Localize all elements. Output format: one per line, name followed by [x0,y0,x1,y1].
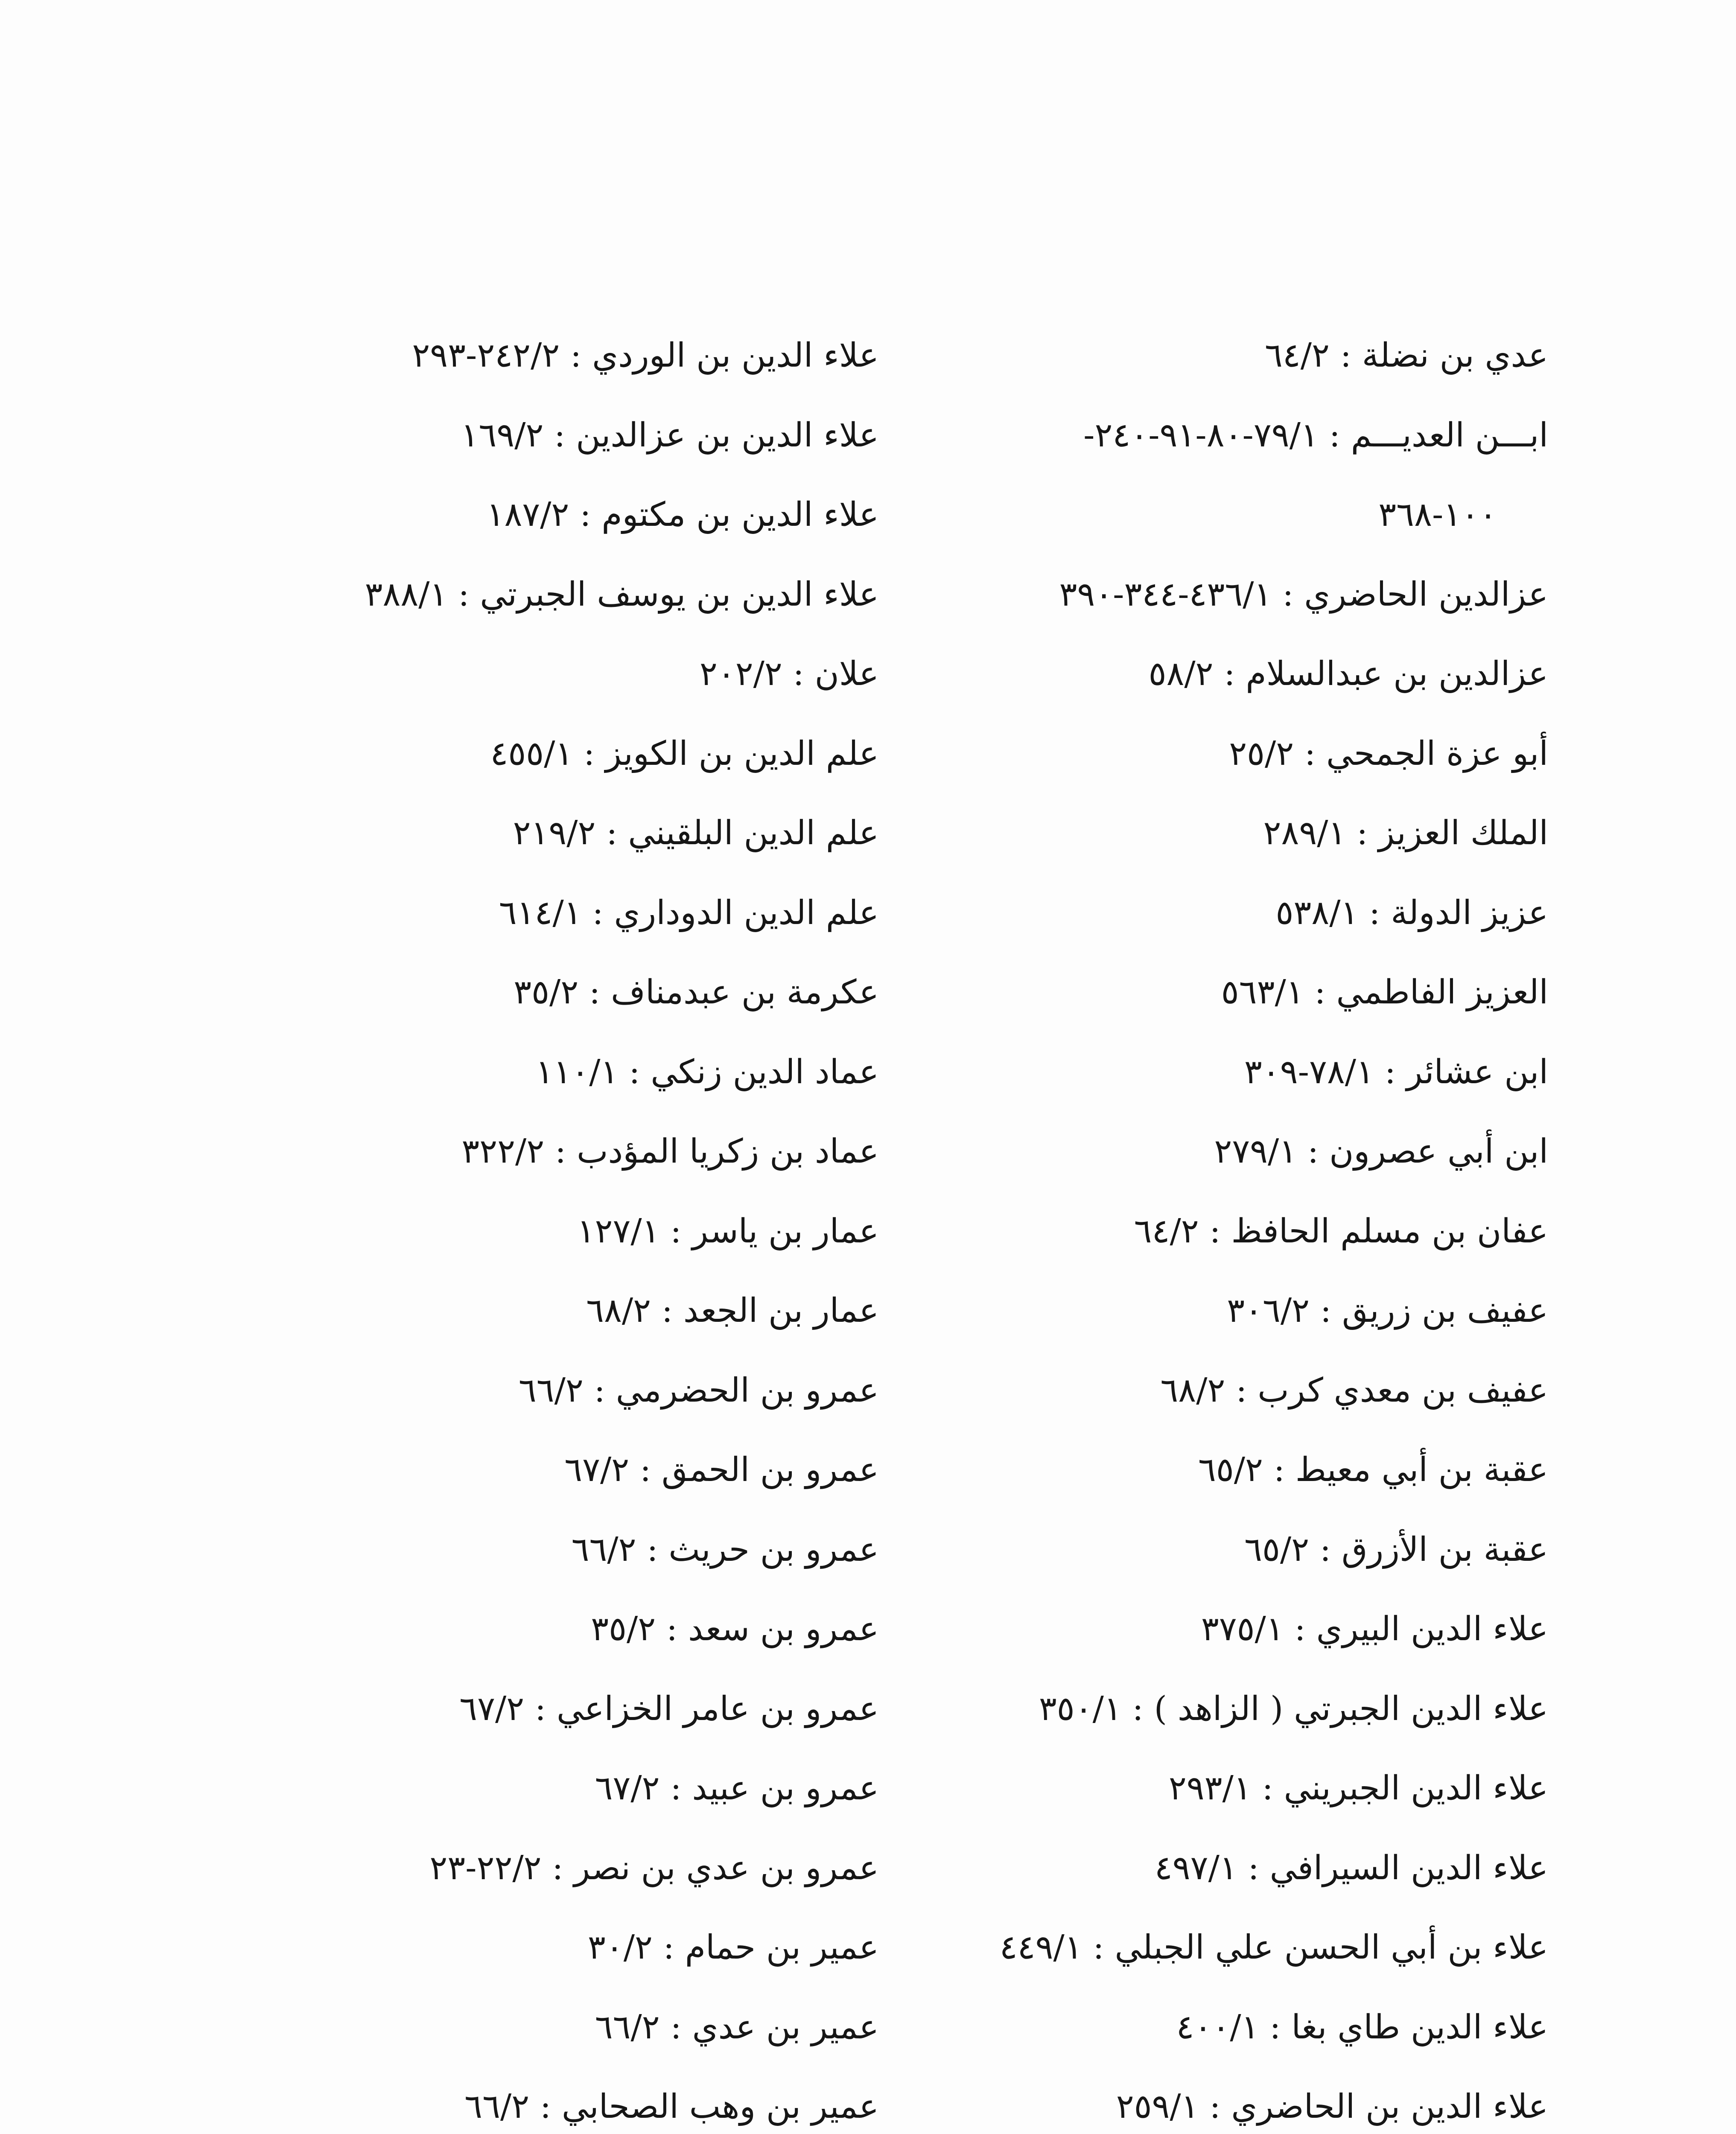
index-entry: عزيز الدولة : ٥٣٨/١ [1275,893,1548,932]
index-entry: أبو عزة الجمحي : ٢٥/٢ [1229,734,1548,773]
index-entry: عماد الدين زنكي : ١١٠/١ [535,1052,879,1091]
index-entry: عزالدين الحاضري : ٤٣٦/١-٣٤٤-٣٩٠ [1059,575,1548,614]
index-entry: عفيف بن معدي كرب : ٦٨/٢ [1160,1371,1548,1410]
index-entry: علاء الدين بن الحاضري : ٢٥٩/١ [1116,2087,1548,2126]
index-entry: علم الدين البلقيني : ٢١٩/٢ [513,814,879,852]
index-entry: عمرو بن عبيد : ٦٧/٢ [595,1769,879,1807]
index-entry: علاء الدين بن عزالدين : ١٦٩/٢ [461,416,879,455]
index-entry: عمرو بن عدي بن نصر : ٢٢/٢-٢٣ [429,1848,879,1887]
index-entry: ابن عشائر : ٧٨/١-٣٠٩ [1244,1052,1548,1091]
index-entry: علاء بن أبي الحسن علي الجبلي : ٤٤٩/١ [999,1928,1548,1967]
index-entry: علم الدين بن الكويز : ٤٥٥/١ [490,734,879,773]
index-entry: عمرو بن حريث : ٦٦/٢ [571,1530,879,1569]
index-entry: علاء الدين الجبريني : ٢٩٣/١ [1168,1769,1548,1807]
index-entry: عقبة بن الأزرق : ٦٥/٢ [1244,1530,1548,1569]
index-entry: علاء الدين الجبرتي ( الزاهد ) : ٣٥٠/١ [1039,1689,1548,1728]
index-column-left [273,316,879,2134]
index-entry: عماد بن زكريا المؤدب : ٣٢٢/٢ [461,1132,879,1171]
index-entry: عمار بن ياسر : ١٢٧/١ [577,1212,879,1251]
index-entry: عفيف بن زريق : ٣٠٦/٢ [1227,1291,1548,1330]
index-entry: عمرو بن عامر الخزاعي : ٦٧/٢ [459,1689,879,1728]
index-entry: عدي بن نضلة : ٦٤/٢ [1264,336,1548,375]
index-entry: علاء الدين طاي بغا : ٤٠٠/١ [1176,2008,1548,2047]
index-entry-continuation: ١٠٠-٣٦٨ [1378,496,1497,534]
index-entry: عمرو بن سعد : ٣٥/٢ [591,1610,879,1648]
index-column-right [921,316,1548,2134]
index-entry: الملك العزيز : ٢٨٩/١ [1263,814,1548,852]
index-entry: العزيز الفاطمي : ٥٦٣/١ [1221,973,1548,1012]
index-entry: عمير بن عدي : ٦٦/٢ [595,2008,879,2047]
index-entry: علان : ٢٠٢/٢ [699,655,879,693]
index-entry: علاء الدين بن الوردي : ٢٤٢/٢-٢٩٣ [412,336,879,375]
index-entry: عمرو بن الحضرمي : ٦٦/٢ [518,1371,879,1410]
index-entry: عمرو بن الحمق : ٦٧/٢ [564,1451,879,1489]
index-entry: عكرمة بن عبدمناف : ٣٥/٢ [514,973,879,1012]
index-entry: عمير بن حمام : ٣٠/٢ [587,1928,879,1967]
index-entry: علاء الدين السيرافي : ٤٩٧/١ [1154,1848,1548,1887]
index-entry: علم الدين الدوداري : ٦١٤/١ [499,893,879,932]
index-entry: عقبة بن أبي معيط : ٦٥/٢ [1198,1451,1548,1489]
index-entry: علاء الدين بن يوسف الجبرتي : ٣٨٨/١ [365,575,879,614]
index-entry: عمير بن وهب الصحابي : ٦٦/٢ [464,2087,879,2126]
index-entry: علاء الدين البيري : ٣٧٥/١ [1201,1610,1548,1648]
index-entry: عفان بن مسلم الحافظ : ٦٤/٢ [1134,1212,1548,1251]
index-entry: علاء الدين بن مكتوم : ١٨٧/٢ [486,496,879,534]
index-entry: ابـــن العديـــم : ٧٩/١-٨٠-٩١-٢٤٠- [1083,416,1548,455]
index-entry: عزالدين بن عبدالسلام : ٥٨/٢ [1148,655,1548,693]
index-entry: عمار بن الجعد : ٦٨/٢ [586,1291,879,1330]
index-entry: ابن أبي عصرون : ٢٧٩/١ [1214,1132,1548,1171]
